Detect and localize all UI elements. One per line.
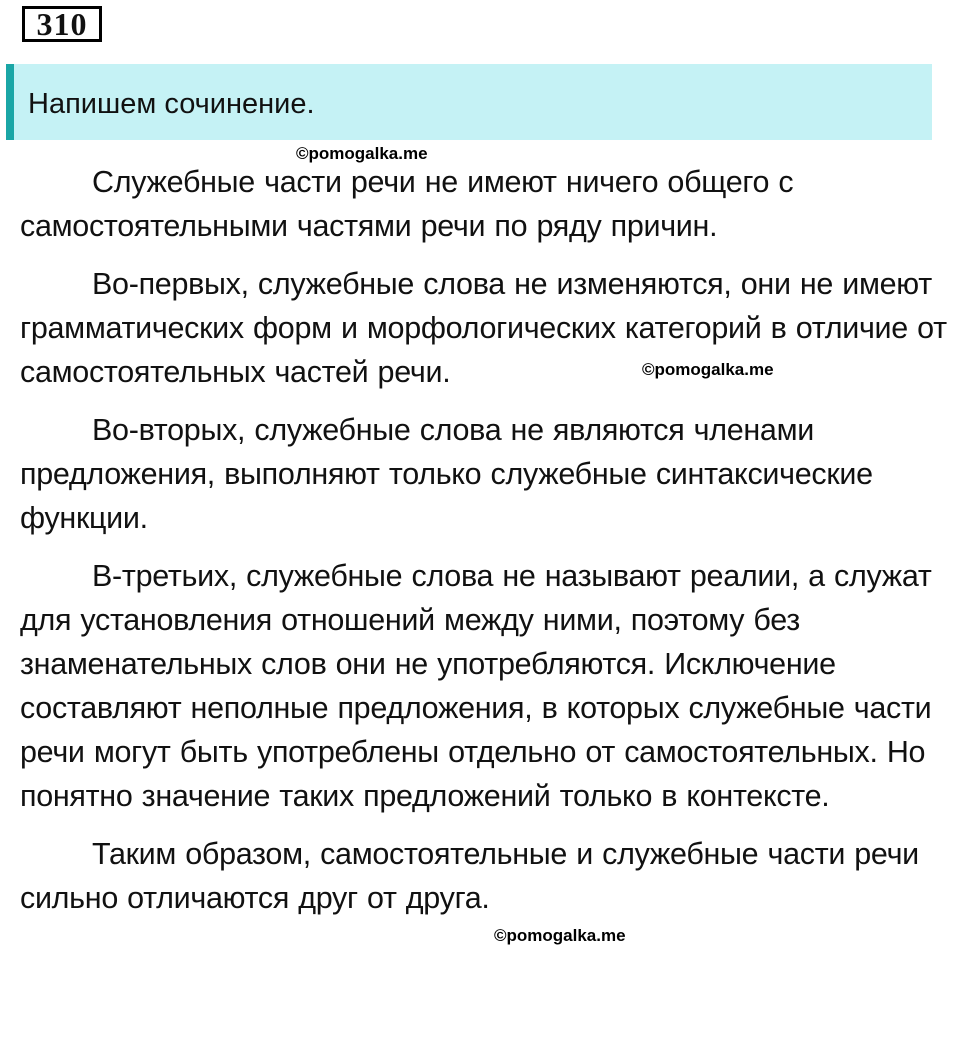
watermark-3: ©pomogalka.me bbox=[494, 926, 626, 945]
essay-paragraph-2: Во-первых, служебные слова не изменяются, они не имеют грамматических форм и морфологических категорий в отличие от самостоятельных частей речи. bbox=[20, 267, 947, 389]
section-header bbox=[6, 64, 932, 140]
essay-paragraph-5: Таким образом, самостоятельные и служебные части речи сильно отличаются друг от друга. bbox=[20, 837, 919, 915]
watermark-2: ©pomogalka.me bbox=[642, 360, 774, 379]
essay-paragraph-3: Во-вторых, служебные слова не являются членами предложения, выполняют только служебные синтаксические функции. bbox=[20, 413, 873, 535]
essay-paragraph-1: Служебные части речи не имеют ничего общего с самостоятельными частями речи по ряду причин. bbox=[20, 165, 794, 243]
task-number: 310 bbox=[22, 6, 102, 42]
watermark-1: ©pomogalka.me bbox=[296, 144, 428, 163]
header-title: Напишем сочинение. bbox=[28, 88, 315, 120]
essay-paragraph-4: В-третьих, служебные слова не называют реалии, а служат для установления отношений между ними, поэтому без знаменательных слов они не употребляются. Исключение составляют неполные предложения, в которых служебные части речи могут быть употреблены отдельно от самостоятельных. Но понятно значение таких предложений только в контексте. bbox=[20, 559, 932, 813]
essay-text bbox=[20, 160, 948, 934]
